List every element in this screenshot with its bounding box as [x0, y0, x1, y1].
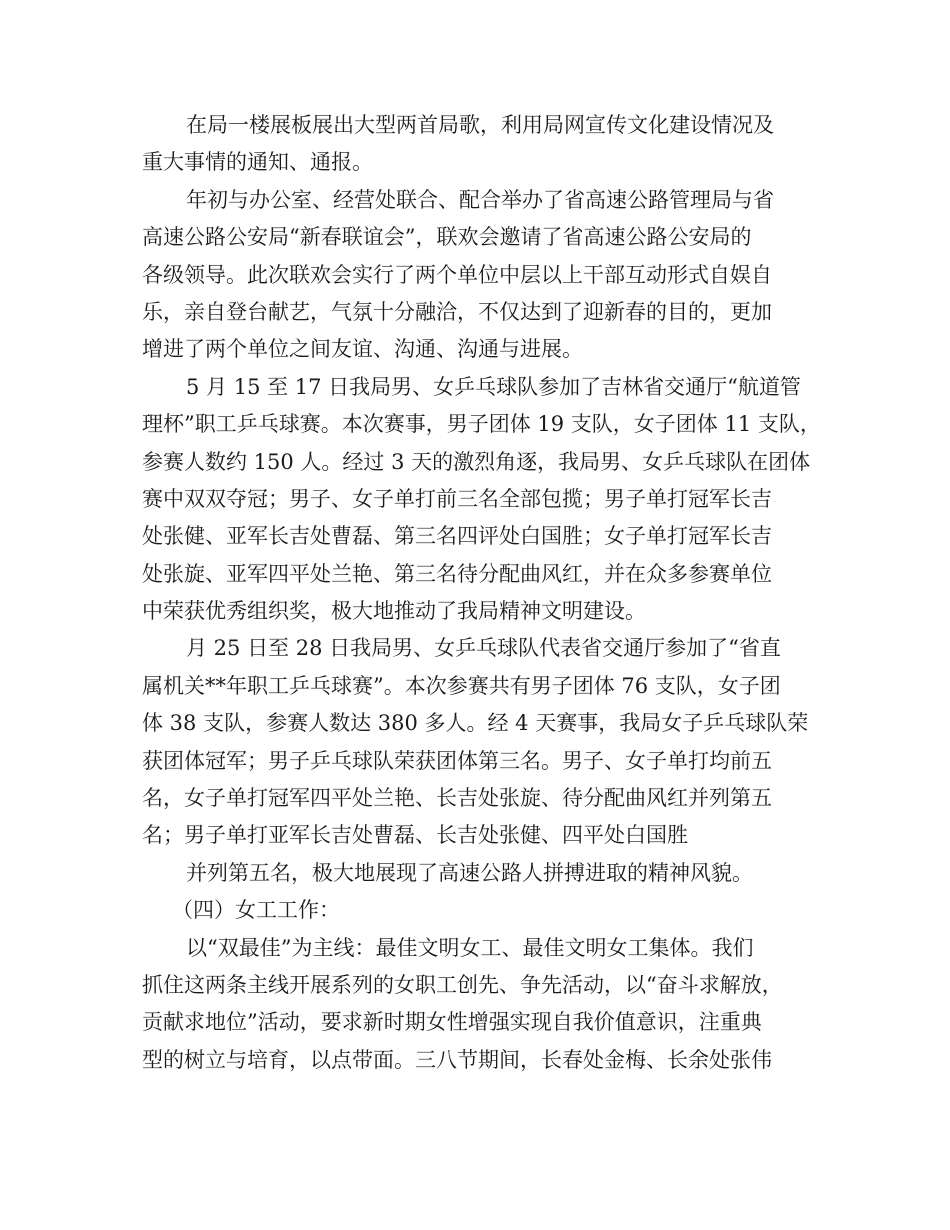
text-line: 并列第五名，极大地展现了高速公路人拼搏进取的精神风貌。	[186, 860, 753, 885]
text-line: 增进了两个单位之间友谊、沟通、沟通与进展。	[142, 337, 583, 362]
text-line: 赛中双双夺冠；男子、女子单打前三名全部包揽；男子单打冠军长吉	[142, 486, 772, 511]
text-line: 名；男子单打亚军长吉处曹磊、长吉处张健、四平处白国胜	[142, 823, 688, 848]
text-line: 5 月 15 至 17 日我局男、女乒乓球队参加了吉林省交通厅“航道管	[186, 374, 801, 399]
text-line: 月 25 日至 28 日我局男、女乒乓球队代表省交通厅参加了“省直	[186, 636, 781, 661]
text-line: 中荣获优秀组织奖，极大地推动了我局精神文明建设。	[142, 599, 646, 624]
text-line: 处张旋、亚军四平处兰艳、第三名待分配曲风红，并在众多参赛单位	[142, 561, 772, 586]
text-line: 体 38 支队，参赛人数达 380 多人。经 4 天赛事，我局女子乒乓球队荣	[142, 711, 809, 736]
text-line: 参赛人数约 150 人。经过 3 天的激烈角逐，我局男、女乒乓球队在团体	[142, 449, 811, 474]
text-line: 乐，亲自登台献艺，气氛十分融洽，不仅达到了迎新春的目的，更加	[142, 299, 772, 324]
text-line: 型的树立与培育，以点带面。三八节期间，长春处金梅、长余处张伟	[142, 1047, 772, 1072]
text-line: 以“双最佳”为主线：最佳文明女工、最佳文明女工集体。我们	[186, 935, 754, 960]
text-line: 处张健、亚军长吉处曹磊、第三名四评处白国胜；女子单打冠军长吉	[142, 524, 772, 549]
text-line: 高速公路公安局“新春联谊会”，联欢会邀请了省高速公路公安局的	[142, 225, 752, 250]
text-line: 属机关**年职工乒乓球赛”。本次参赛共有男子团体 76 支队，女子团	[142, 673, 781, 698]
text-line: 各级领导。此次联欢会实行了两个单位中层以上干部互动形式自娱自	[142, 262, 772, 287]
text-line: 重大事情的通知、通报。	[142, 150, 373, 175]
section-heading: （四）女工工作：	[172, 898, 340, 923]
text-line: 理杯”职工乒乓球赛。本次赛事，男子团体 19 支队，女子团体 11 支队，	[142, 412, 821, 437]
text-line: 贡献求地位”活动，要求新时期女性增强实现自我价值意识，注重典	[142, 1010, 762, 1035]
text-line: 年初与办公室、经营处联合、配合举办了省高速公路管理局与省	[186, 187, 774, 212]
text-line: 在局一楼展板展出大型两首局歌，利用局网宣传文化建设情况及	[186, 113, 774, 137]
text-line: 抓住这两条主线开展系列的女职工创先、争先活动，以“奋斗求解放，	[142, 972, 783, 997]
text-line: 获团体冠军；男子乒乓球队荣获团体第三名。男子、女子单打均前五	[142, 748, 772, 773]
text-line: 名，女子单打冠军四平处兰艳、长吉处张旋、待分配曲风红并列第五	[142, 786, 772, 811]
document-body	[142, 107, 832, 1079]
